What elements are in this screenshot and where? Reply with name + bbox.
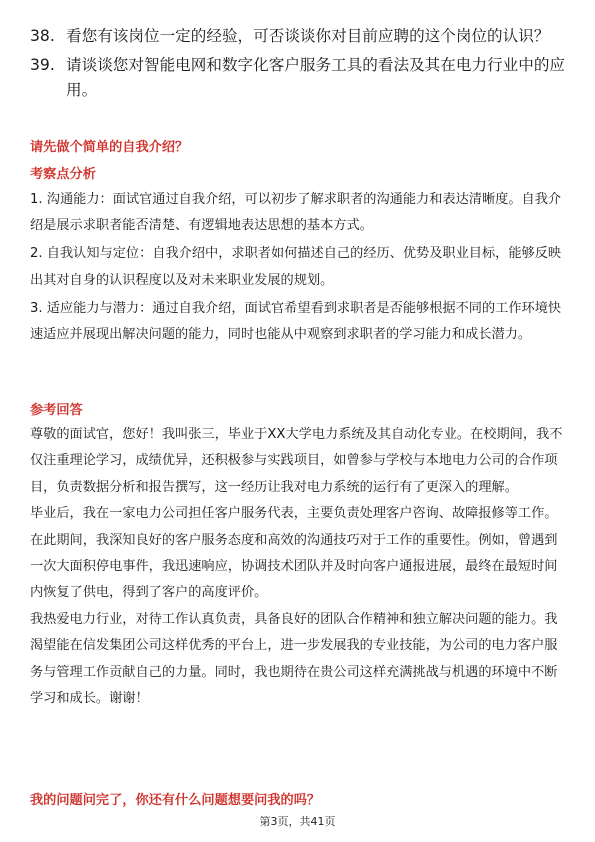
analysis-point: 1. 沟通能力：面试官通过自我介绍，可以初步了解求职者的沟通能力和表达清晰度。自我介绍是展示求职者能否清楚、有逻辑地表达思想的基本方式。 <box>30 192 562 234</box>
closing-question: 我的问题问完了，你还有什么问题想要问我的吗？ <box>30 793 321 808</box>
question-number: 39. <box>30 56 55 74</box>
question-item <box>30 53 570 103</box>
answer-paragraph: 尊敬的面试官，您好！我叫张三，毕业于XX大学电力系统及其自动化专业。在校期间，我不仅注重理论学习，成绩优异，还积极参与实践项目，如曾参与学校与本地电力公司的合作项目，负责数据分析和报告撰写，这一经历让我对电力系统的运行有了更深入的理解。 <box>30 427 563 495</box>
analysis-point: 3. 适应能力与潜力：通过自我介绍，面试官希望看到求职者是否能够根据不同的工作环境快速适应并展现出解决问题的能力，同时也能从中观察到求职者的学习能力和成长潜力。 <box>30 300 562 343</box>
answer-heading: 参考回答 <box>30 403 83 418</box>
question-text: 请谈谈您对智能电网和数字化客户服务工具的看法及其在电力行业中的应用。 <box>66 56 566 99</box>
question-list <box>30 24 570 107</box>
analysis-heading: 考察点分析 <box>30 167 96 182</box>
question-item <box>30 24 570 49</box>
intro-question-heading: 请先做个简单的自我介绍？ <box>30 140 189 155</box>
analysis-point: 2. 自我认知与定位：自我介绍中，求职者如何描述自己的经历、优势及职业目标，能够反映出其对自身的认识程度以及对未来职业发展的规划。 <box>30 246 562 288</box>
page-footer: 第3页，共41页 <box>259 815 336 828</box>
answer-section <box>30 422 565 712</box>
question-text: 看您有该岗位一定的经验，可否谈谈你对目前应聘的这个岗位的认识？ <box>66 27 550 45</box>
question-number: 38. <box>30 27 55 45</box>
answer-paragraph: 我热爱电力行业，对待工作认真负责，具备良好的团队合作精神和独立解决问题的能力。我渴望能在信发集团公司这样优秀的平台上，进一步发展我的专业技能，为公司的电力客户服务与管理工作贡献自己的力量。同时，我也期待在贵公司这样充满挑战与机遇的环境中不断学习和成长。谢谢！ <box>30 611 558 707</box>
answer-paragraph: 毕业后，我在一家电力公司担任客户服务代表，主要负责处理客户咨询、故障报修等工作。在此期间，我深知良好的客户服务态度和高效的沟通技巧对于工作的重要性。例如，曾遇到一次大面积停电事件，我迅速响应，协调技术团队并及时向客户通报进展，最终在最短时间内恢复了供电，得到了客户的高度评价。 <box>30 506 558 601</box>
analysis-section <box>30 187 565 350</box>
